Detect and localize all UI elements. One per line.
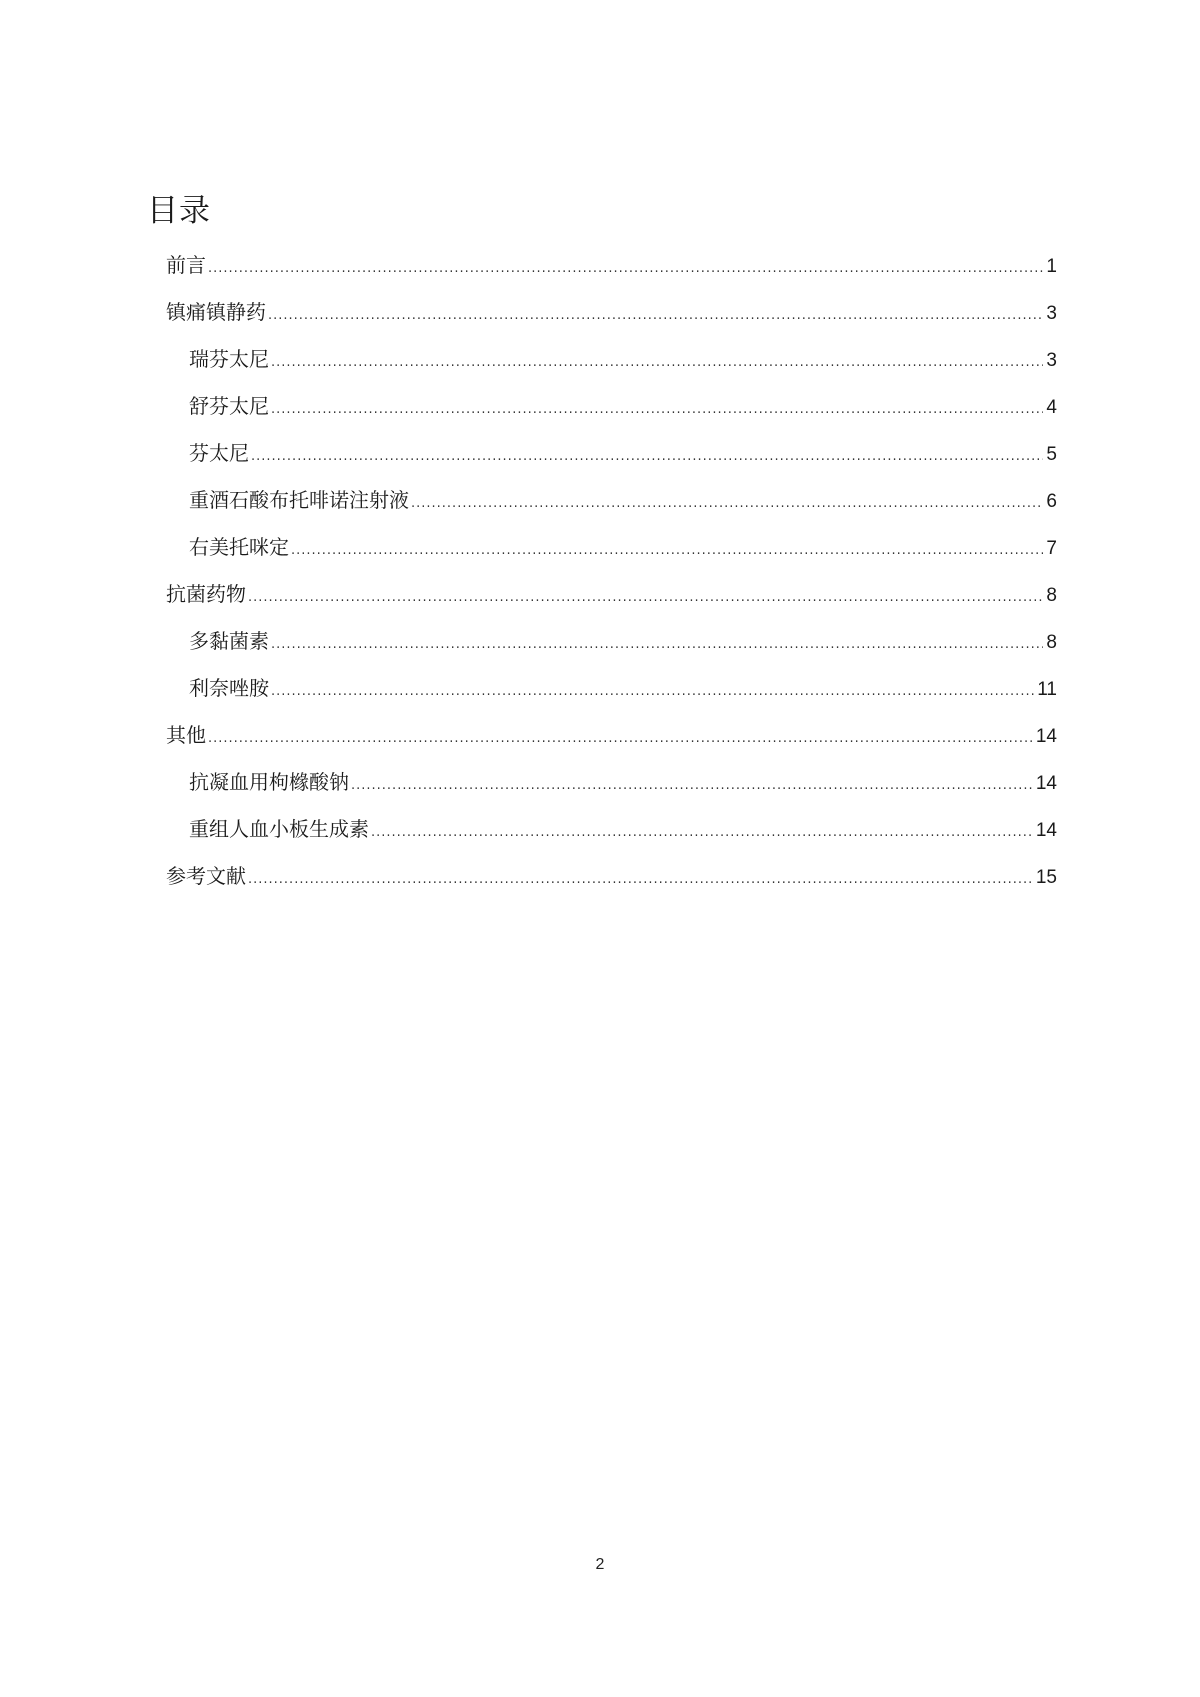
dot-leader [271,348,1043,378]
toc-entry-label: 重组人血小板生成素 [189,817,369,841]
dot-leader [268,301,1043,331]
toc-entry-other[interactable] [166,720,1057,750]
toc-entry-page: 14 [1035,820,1057,841]
dot-leader [271,630,1043,660]
toc-entry-page: 3 [1046,350,1057,371]
toc-entry-references[interactable] [166,861,1057,891]
toc-entry-label: 瑞芬太尼 [189,347,269,371]
toc-entry-label: 舒芬太尼 [189,394,269,418]
dot-leader [291,536,1043,566]
toc-entry-dexmedetomidine[interactable] [189,532,1057,562]
toc-title: 目录 [147,193,211,229]
toc-entry-page: 1 [1046,256,1057,277]
toc-entry-page: 8 [1046,585,1057,606]
dot-leader [351,771,1033,801]
page-number: 2 [595,1556,605,1573]
dot-leader [208,724,1033,754]
toc-entry-linezolid[interactable] [189,673,1057,703]
toc-entry-fentanyl[interactable] [189,438,1057,468]
toc-entry-label: 镇痛镇静药 [166,300,266,324]
dot-leader [248,583,1043,613]
toc-entry-analgesics-sedatives[interactable] [166,297,1057,327]
toc-entry-remifentanil[interactable] [189,344,1057,374]
dot-leader [208,254,1043,284]
toc-entry-label: 其他 [166,723,206,747]
toc-entry-label: 重酒石酸布托啡诺注射液 [189,488,409,512]
toc-entry-page: 4 [1046,397,1057,418]
toc-entry-antibacterials[interactable] [166,579,1057,609]
dot-leader [411,489,1043,519]
toc-entry-sodium-citrate[interactable] [189,767,1057,797]
toc-entry-rhtpo[interactable] [189,814,1057,844]
toc-entry-sufentanil[interactable] [189,391,1057,421]
toc-entry-label: 前言 [166,253,206,277]
toc-entry-page: 5 [1046,444,1057,465]
dot-leader [371,818,1033,848]
toc-entry-page: 8 [1046,632,1057,653]
toc-entry-page: 15 [1035,867,1057,888]
toc-entry-page: 7 [1046,538,1057,559]
toc-entry-page: 11 [1037,679,1057,700]
toc-entry-page: 14 [1035,773,1057,794]
toc-entry-page: 14 [1035,726,1057,747]
dot-leader [271,677,1034,707]
toc-entry-polymyxin[interactable] [189,626,1057,656]
toc-entry-butorphanol[interactable] [189,485,1057,515]
dot-leader [248,865,1033,895]
dot-leader [251,442,1043,472]
toc-entry-label: 抗菌药物 [166,582,246,606]
toc-entry-page: 6 [1046,491,1057,512]
toc-entry-label: 抗凝血用枸橼酸钠 [189,770,349,794]
toc-entry-page: 3 [1046,303,1057,324]
toc-entry-label: 右美托咪定 [189,535,289,559]
toc-entry-preface[interactable] [166,250,1057,280]
toc-entry-label: 参考文献 [166,864,246,888]
toc-entry-label: 利奈唑胺 [189,676,269,700]
dot-leader [271,395,1043,425]
toc-entry-label: 多黏菌素 [189,629,269,653]
toc-entry-label: 芬太尼 [189,441,249,465]
